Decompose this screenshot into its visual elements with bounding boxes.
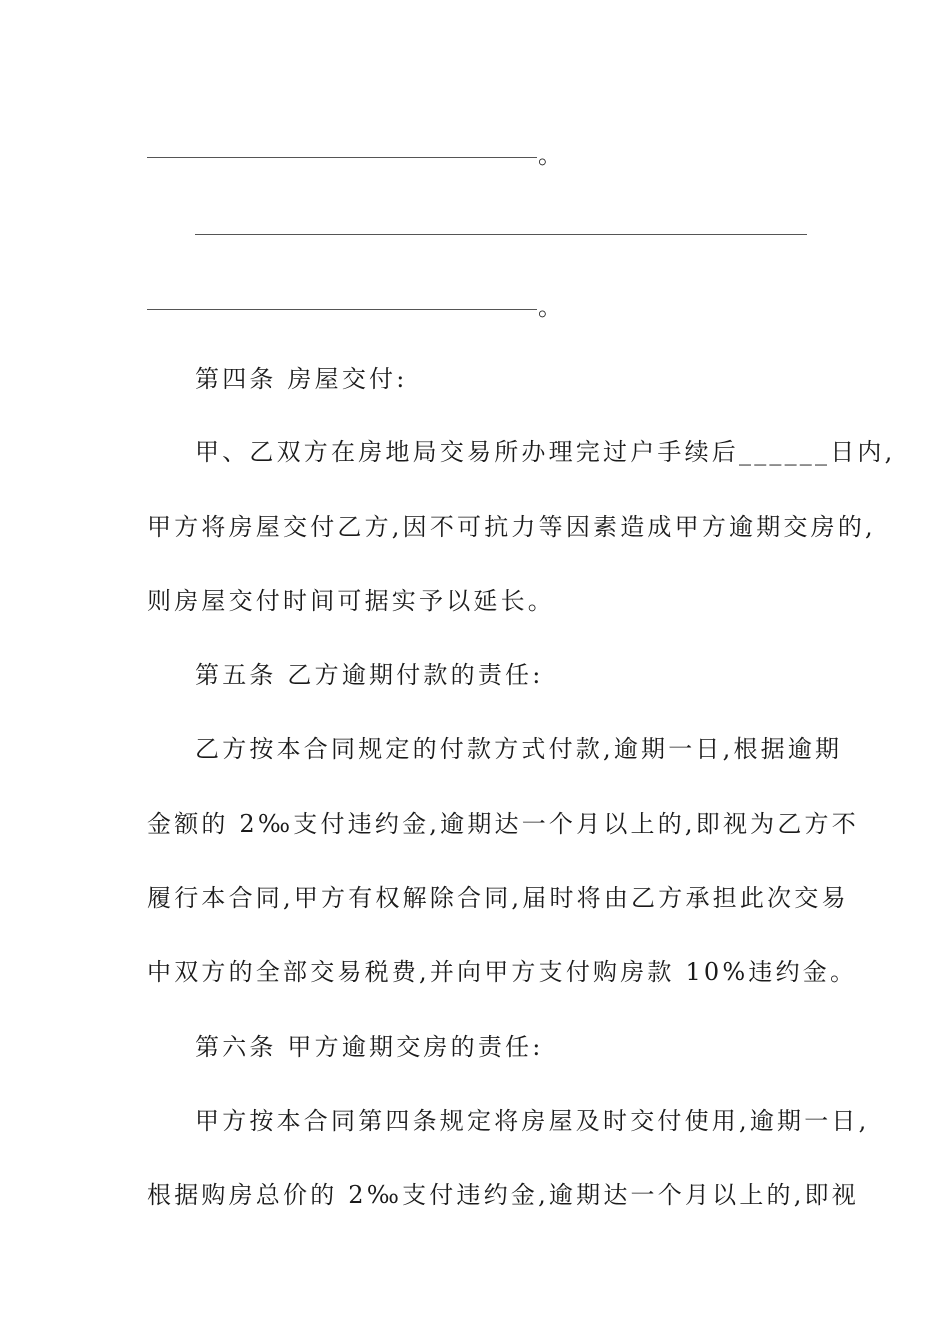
article-5-line: 履行本合同,甲方有权解除合同,届时将由乙方承担此次交易 [147, 884, 849, 912]
article-5-line: 金额的 2‰支付违约金,逾期达一个月以上的,即视为乙方不 [147, 810, 859, 838]
article-4-line: 甲方将房屋交付乙方,因不可抗力等因素造成甲方逾期交房的, [147, 513, 876, 541]
blank-line-3-period: 。 [538, 293, 562, 321]
blank-line-1 [147, 157, 537, 158]
blank-line-2 [195, 234, 807, 235]
article-5-line: 中双方的全部交易税费,并向甲方支付购房款 10%违约金。 [147, 958, 858, 986]
article-6-line: 甲方按本合同第四条规定将房屋及时交付使用,逾期一日, [195, 1107, 870, 1135]
article-5-line: 乙方按本合同规定的付款方式付款,逾期一日,根据逾期 [195, 735, 843, 763]
blank-line-3 [147, 309, 537, 310]
article-4-line: 则房屋交付时间可据实予以延长。 [147, 587, 555, 615]
article-4-heading: 第四条 房屋交付: [195, 365, 408, 393]
blank-line-1-period: 。 [538, 141, 562, 169]
article-6-line: 根据购房总价的 2‰支付违约金,逾期达一个月以上的,即视 [147, 1181, 859, 1209]
article-6-heading: 第六条 甲方逾期交房的责任: [195, 1033, 544, 1061]
article-4-line: 甲、乙双方在房地局交易所办理完过户手续后______日内, [195, 438, 896, 466]
article-5-heading: 第五条 乙方逾期付款的责任: [195, 661, 544, 689]
